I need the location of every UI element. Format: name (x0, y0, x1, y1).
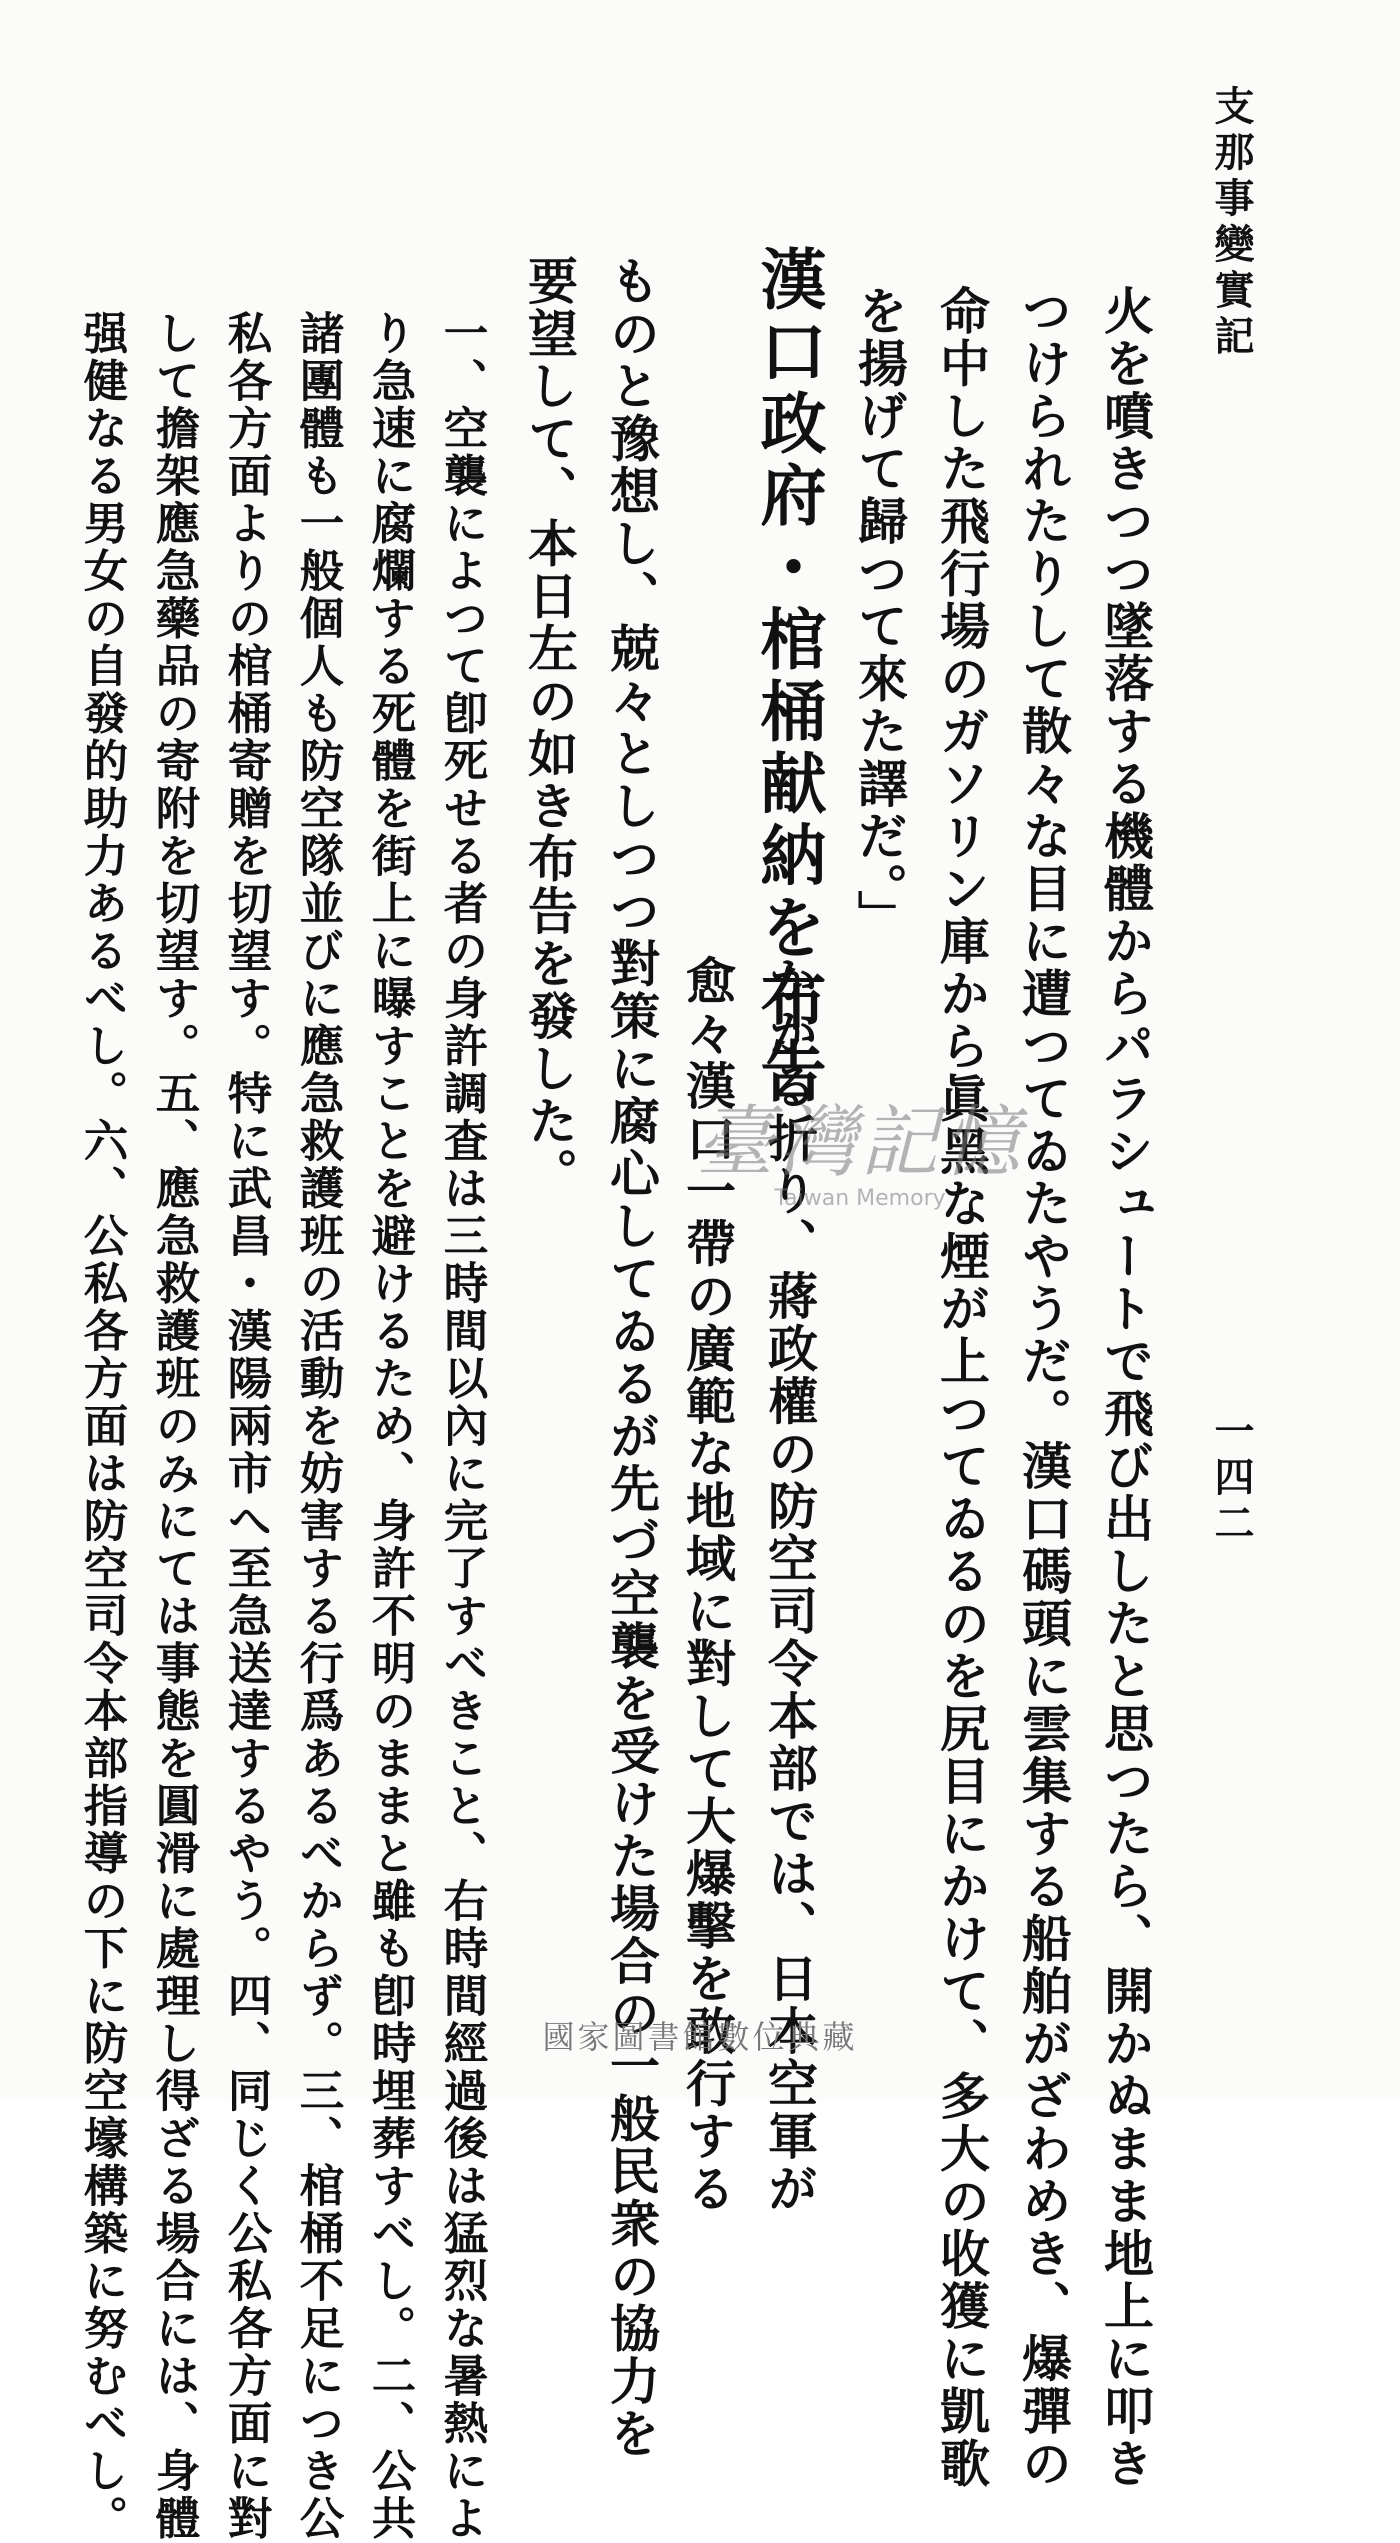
text-column-1: 火を噴きつつ墜落する機體からパラシュートで飛び出したと思つたら、開かぬまま地上に叩き (1096, 285, 1155, 2490)
running-head: 支那事變實記 (1208, 85, 1255, 361)
text-column-3: 命中した飛行場のガソリン庫から眞黑な煙が上つてゐるのを尻目にかけて、多大の收獲に凱歌 (932, 285, 991, 2490)
watermark-logo-text: 臺灣記憶 (695, 1098, 1024, 1188)
library-footer: 國家圖書館數位典藏 (542, 2018, 858, 2056)
text-column-7: 愈々漢口一帶の廣範な地域に對して大爆擊を敢行する (678, 955, 737, 2215)
text-column-11: り急速に腐爛する死體を街上に曝すことを避けるため、身許不明のままと雖も卽時埋葬すべし。二、公共 (364, 310, 416, 2543)
text-column-12: 諸團體も一般個人も防空隊並びに應急救護班の活動を妨害する行爲あるべからず。三、棺桶不足につき公 (292, 310, 344, 2543)
text-column-2: つけられたりして散々な目に遭つてゐたやうだ。漢口碼頭に雲集する船舶がざわめき、爆彈の (1014, 285, 1073, 2490)
text-column-10: 一、空襲によつて卽死せる者の身許調査は三時間以內に完了すべきこと、右時間經過後は猛烈な暑熱によ (436, 310, 488, 2543)
section-heading: 漢口政府・棺桶献納を布告 (749, 245, 827, 1109)
page-number: 一四二 (1208, 1410, 1255, 1548)
text-column-4: を揚げて歸つて來た譯だ。」 (850, 285, 909, 943)
text-column-6: かかる折り、蔣政權の防空司令本部では、日本空軍が (760, 955, 819, 2215)
watermark-logo-subtext: Taiwan Memory (774, 1186, 946, 1211)
text-column-14: して擔架應急藥品の寄附を切望す。五、應急救護班のみにては事態を圓滑に處理し得ざる場合には、身體 (148, 310, 200, 2543)
text-column-15: 强健なる男女の自發的助力あるべし。六、公私各方面は防空司令本部指導の下に防空壕構築に努むべし。 (76, 310, 128, 2543)
text-column-8: ものと豫想し、兢々としつつ對策に腐心してゐるが先づ空襲を受けた場合の一般民衆の協力を (602, 255, 661, 2460)
text-column-9: 要望して、本日左の如き布告を發した。 (520, 255, 579, 1200)
text-column-13: 私各方面よりの棺桶寄贈を切望す。特に武昌・漢陽兩市へ至急送達するやう。四、同じく公私各方面に對 (220, 310, 272, 2543)
